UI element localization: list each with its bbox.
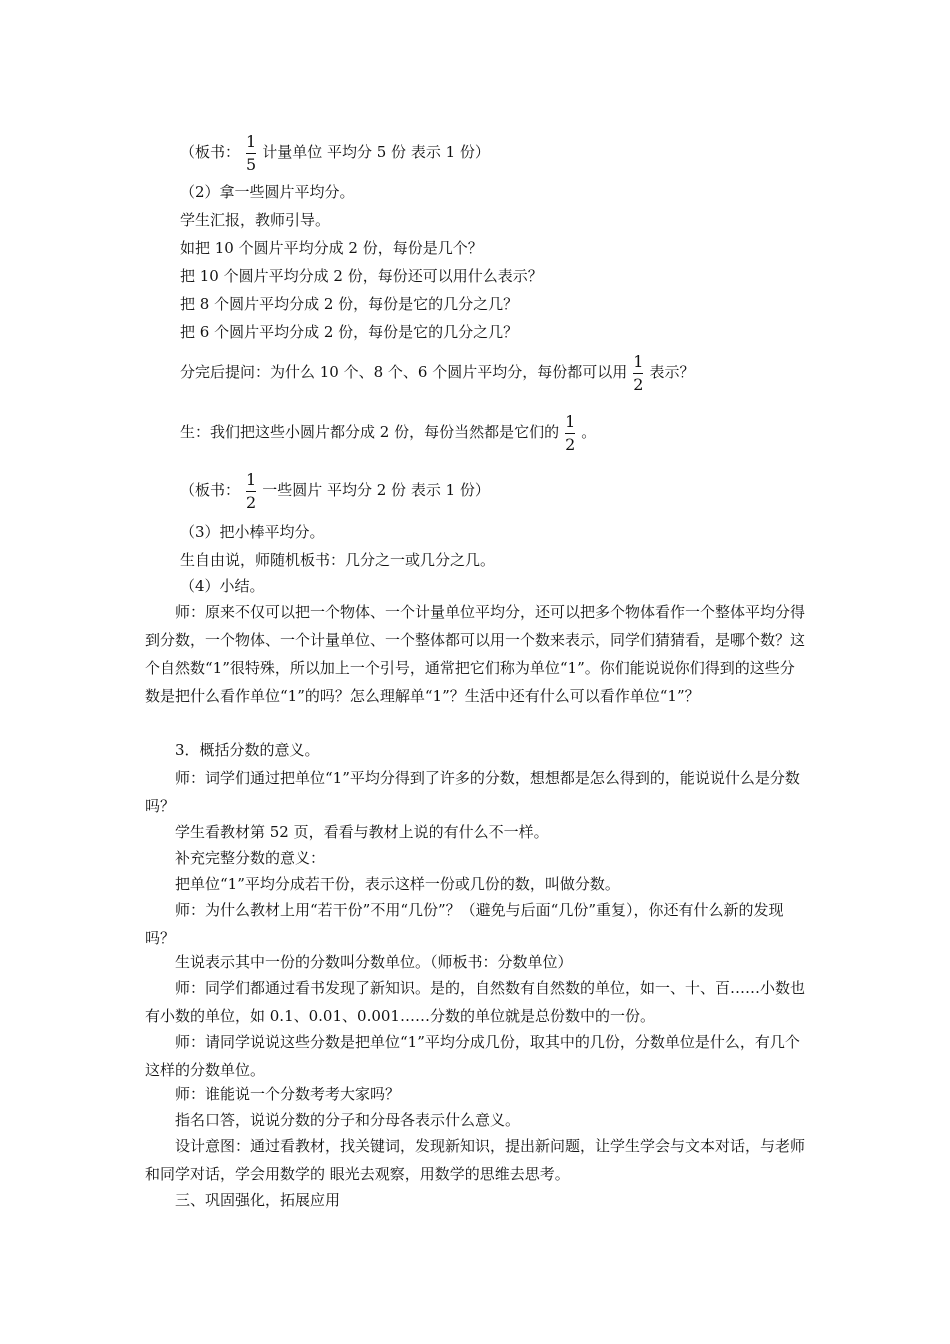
paragraph-explain-fractions: 师：请同学说说这些分数是把单位“1”平均分成几份，取其中的几份，分数单位是什么，有几个这样的分数单位。 — [145, 1033, 800, 1079]
line-follow-up-question: 分完后提问：为什么 10 个、8 个、6 个圆片平均分，每份都可以用 $\frac{1}{2}$ 表示？ — [180, 351, 695, 394]
board-note-text: 计量单位 平均分 5 份 表示 1 份） — [262, 143, 490, 161]
paragraph-complete-meaning: 补充完整分数的意义： — [175, 849, 326, 867]
fraction-one-half: $\frac{1}{2}$ — [633, 351, 644, 394]
line-step-4: （4）小结。 — [180, 577, 265, 595]
paragraph-units: 师：同学们都通过看书发现了新知识。是的，自然数有自然数的单位，如一、十、百……小数也有小数的单位，如 0.1、0.01、0.001……分数的单位就是总份数中的一份。 — [145, 979, 806, 1025]
line-step-2: （2）拿一些圆片平均分。 — [180, 183, 355, 201]
line-report: 学生汇报，教师引导。 — [180, 211, 331, 229]
line-question-10-b: 把 10 个圆片平均分成 2 份，每份还可以用什么表示？ — [180, 267, 543, 285]
fraction-one-fifth: $\frac{1}{5}$ — [246, 131, 257, 174]
paragraph-fraction-definition: 把单位“1”平均分成若干份，表示这样一份或几份的数，叫做分数。 — [175, 875, 620, 893]
paragraph-why-ruogan: 师：为什么教材上用“若干份”不用“几份”？（避免与后面“几份”重复），你还有什么新的发现吗？ — [145, 901, 784, 947]
board-note-1 — [180, 130, 490, 175]
section-heading-consolidate: 三、巩固强化，拓展应用 — [175, 1191, 341, 1209]
line-step-3: （3）把小棒平均分。 — [180, 523, 325, 541]
line-question-6: 把 6 个圆片平均分成 2 份，每份是它的几分之几？ — [180, 323, 519, 341]
paragraph-teacher-summary: 师：原来不仅可以把一个物体、一个计量单位平均分，还可以把多个物体看作一个整体平均分得到分数，一个物体、一个计量单位、一个整体都可以用一个数来表示，同学们猜猜看，是哪个数？这个自然数“1”很特殊，所以加上一个引号，通常把它们称为单位“1”。你们能说说你们得到的这些分数是把什么看作单位“1”的吗？怎么理解单“1”？生活中还有什么可以看作单位“1”？ — [145, 603, 806, 705]
board-note-2: （板书： $\frac{1}{2}$ 一些圆片 平均分 2 份 表示 1 份） — [180, 469, 490, 512]
paragraph-oral-answer: 指名口答，说说分数的分子和分母各表示什么意义。 — [175, 1111, 521, 1129]
line-free-talk: 生自由说，师随机板书：几分之一或几分之几。 — [180, 551, 496, 569]
fraction-one-half: $\frac{1}{2}$ — [246, 469, 257, 512]
paragraph-read-textbook: 学生看教材第 52 页，看看与教材上说的有什么不一样。 — [175, 823, 549, 841]
line-question-10: 如把 10 个圆片平均分成 2 份，每份是几个？ — [180, 239, 483, 257]
paragraph-teacher-question: 师：词学们通过把单位“1”平均分得到了许多的分数，想想都是怎么得到的，能说说什么是分数吗？ — [145, 769, 800, 815]
paragraph-design-intent: 设计意图：通过看教材，找关键词，发现新知识，提出新问题，让学生学会与文本对话，与老师和同学对话，学会用数学的 眼光去观察，用数学的思维去思考。 — [145, 1137, 806, 1183]
section-heading-3: 3．概括分数的意义。 — [175, 741, 320, 759]
fraction-one-half: $\frac{1}{2}$ — [565, 411, 576, 454]
board-note-open: （板书： — [180, 143, 241, 161]
paragraph-quiz: 师：谁能说一个分数考考大家吗？ — [175, 1085, 401, 1103]
paragraph-fraction-unit: 生说表示其中一份的分数叫分数单位。（师板书：分数单位） — [175, 953, 573, 971]
line-question-8: 把 8 个圆片平均分成 2 份，每份是它的几分之几？ — [180, 295, 519, 313]
line-student-answer: 生：我们把这些小圆片都分成 2 份，每份当然都是它们的 $\frac{1}{2}$ 。 — [180, 411, 597, 454]
